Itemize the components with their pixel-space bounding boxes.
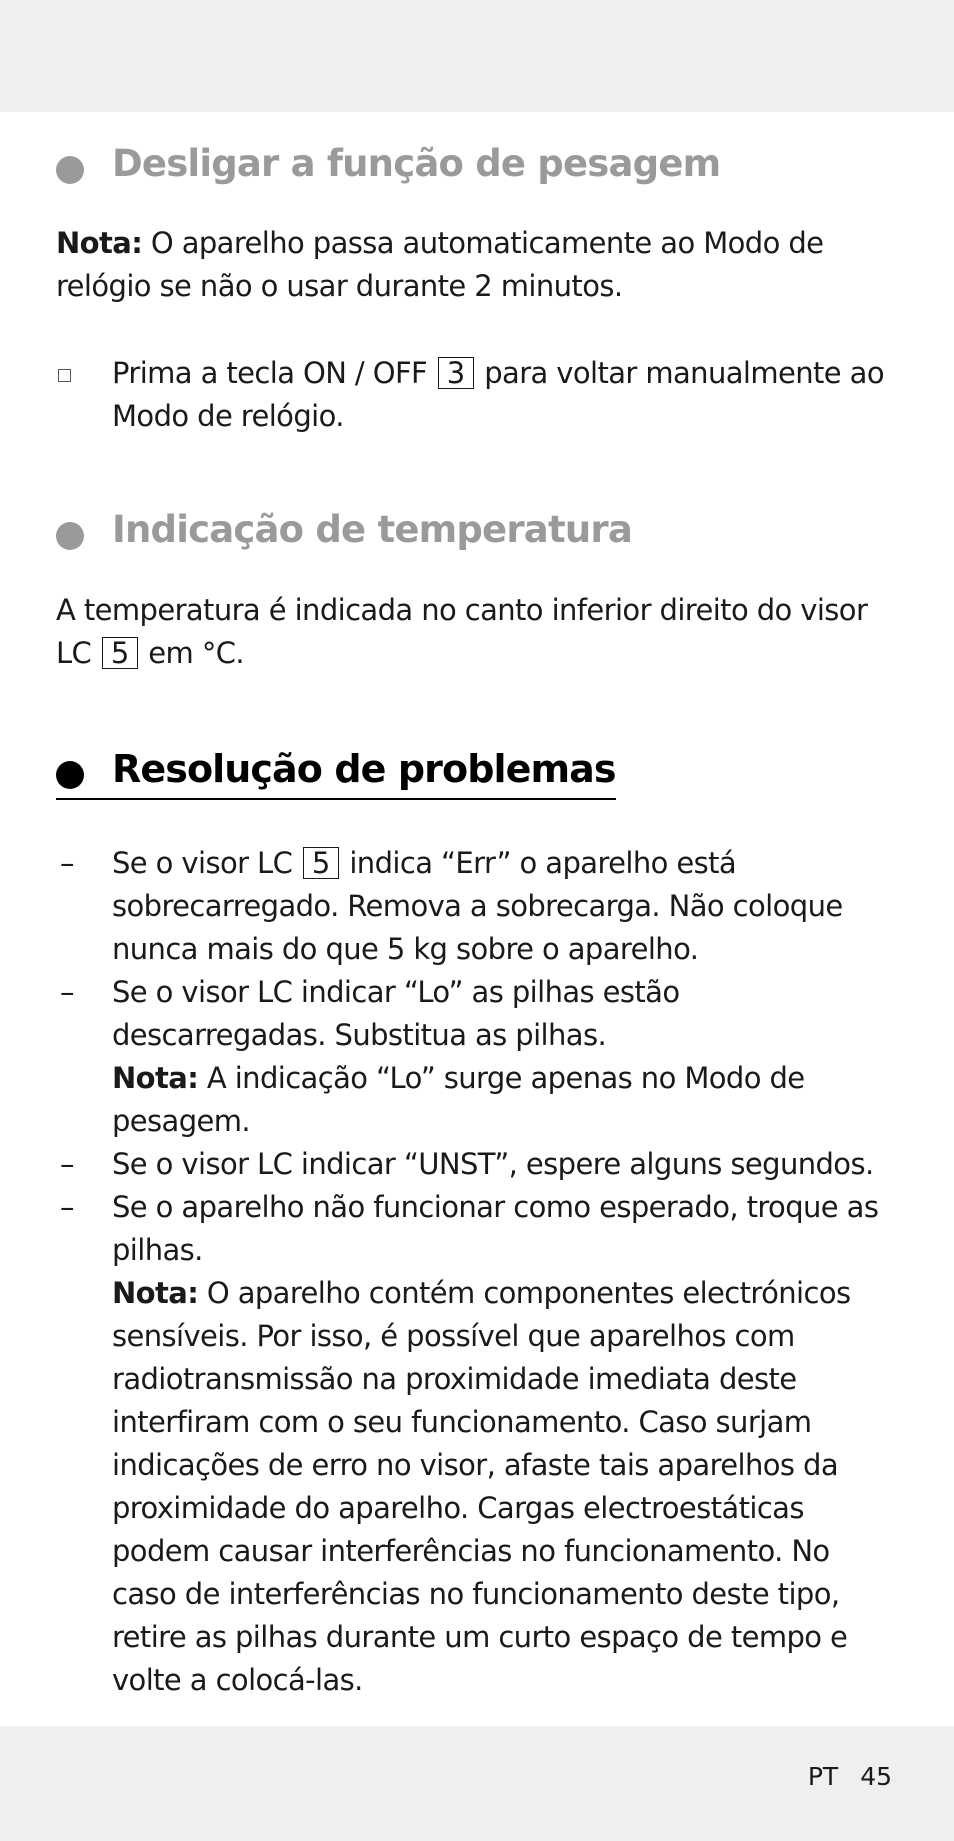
temp-text-pre: A temperatura é indicada no canto inferior direito do visor LC <box>56 592 868 670</box>
heading-text: Resolução de problemas <box>112 746 616 791</box>
heading-wrapper <box>56 747 896 801</box>
bullet-icon <box>56 522 84 550</box>
section-heading-temperature <box>56 508 896 552</box>
checkbox-square-icon <box>58 369 71 382</box>
note-text: O aparelho contém componentes electrónicos sensíveis. Por isso, é possível que aparelhos com radiotransmissão na proximidade imediata deste interfiram com o seu funcionamento. Caso surjam indicações de erro no visor, afaste tais aparelhos da proximidade do aparelho. Cargas electroestáticas podem causar interferências no funcionamento. No caso de interferências no funcionamento deste tipo, retire as pilhas durante um curto espaço de tempo e volte a colocá-las. <box>112 1276 851 1698</box>
heading-text: Indicação de temperatura <box>112 508 633 552</box>
temperature-paragraph <box>56 589 896 675</box>
item-text-pre: Se o visor LC <box>112 846 301 881</box>
troubleshooting-list <box>56 842 896 1702</box>
list-item <box>56 842 896 971</box>
reference-number-box: 5 <box>102 637 138 669</box>
temp-text-post: em °C. <box>139 635 244 670</box>
section-heading-weighing-off <box>56 142 896 186</box>
page-number: 45 <box>860 1762 892 1791</box>
step-text-pre: Prima a tecla ON / OFF <box>112 356 436 391</box>
reference-number-box: 5 <box>303 847 339 879</box>
bullet-icon <box>56 156 84 184</box>
list-item <box>56 971 896 1143</box>
item-text: Se o visor LC indicar “UNST”, espere alguns segundos. <box>112 1147 874 1182</box>
instruction-step <box>56 352 896 438</box>
page-content <box>56 112 896 1702</box>
page-footer <box>808 1762 892 1791</box>
dash-marker: – <box>60 1190 74 1225</box>
language-code: PT <box>807 1762 839 1791</box>
dash-marker: – <box>60 1147 74 1182</box>
note-text: O aparelho passa automaticamente ao Modo de relógio se não o usar durante 2 minutos. <box>56 226 824 304</box>
header-band <box>0 0 954 112</box>
dash-marker: – <box>60 846 74 881</box>
note-label: Nota: <box>112 1061 199 1096</box>
note-paragraph <box>56 222 896 308</box>
item-text: Se o visor LC indicar “Lo” as pilhas estão descarregadas. Substitua as pilhas. <box>112 975 680 1053</box>
note-label: Nota: <box>56 226 143 261</box>
dash-marker: – <box>60 975 74 1010</box>
note-text: A indicação “Lo” surge apenas no Modo de pesagem. <box>112 1061 805 1139</box>
heading-text: Desligar a função de pesagem <box>112 142 721 185</box>
note-label: Nota: <box>112 1276 199 1311</box>
list-item <box>56 1143 896 1186</box>
step-text-post: para voltar manualmente ao Modo de relógio. <box>112 356 884 434</box>
item-text: Se o aparelho não funcionar como esperado, troque as pilhas. <box>112 1190 879 1268</box>
bullet-icon <box>56 761 84 789</box>
list-item <box>56 1186 896 1702</box>
item-text-post: indica “Err” o aparelho está sobrecarregado. Remova a sobrecarga. Não coloque nunca mais do que 5 kg sobre o aparelho. <box>112 846 843 967</box>
reference-number-box: 3 <box>438 357 474 389</box>
section-heading-troubleshooting <box>56 747 616 801</box>
